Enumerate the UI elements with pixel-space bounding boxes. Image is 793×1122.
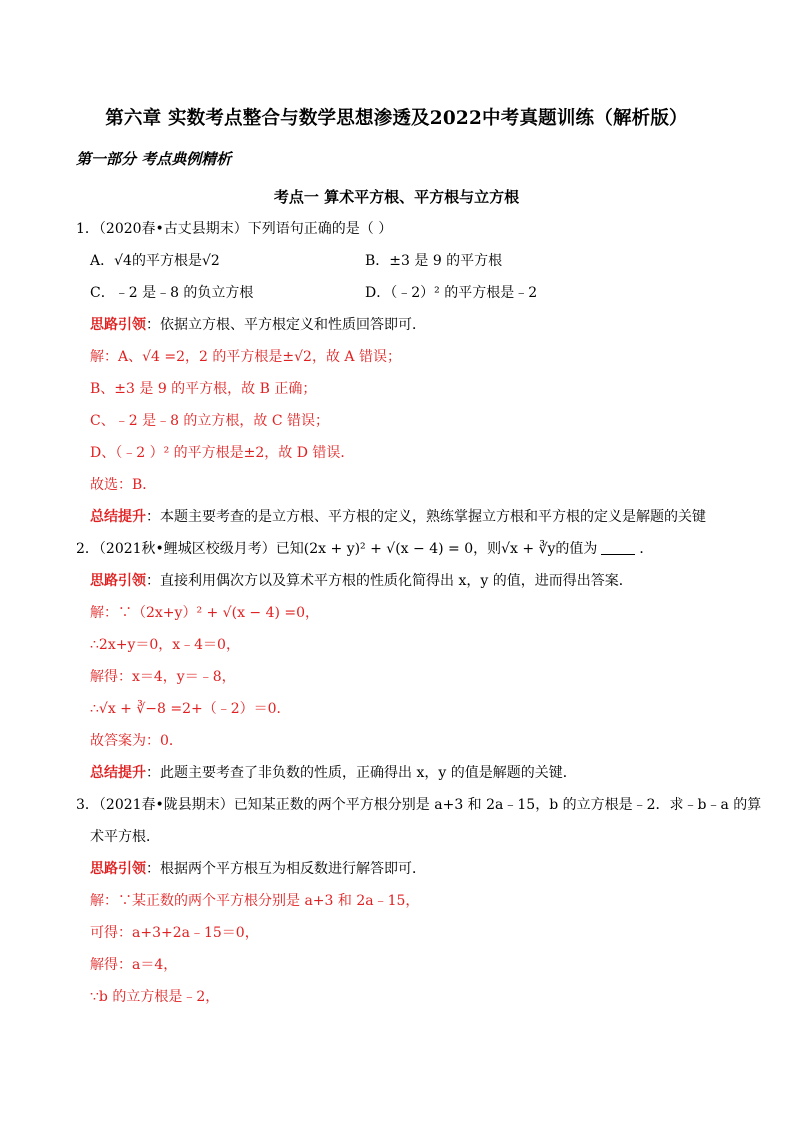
q3-stem-cont: 术平方根． [90,829,160,845]
q1-option-b: B．±3 是 9 的平方根 [365,253,503,269]
q2-solution-line: 解得：x＝4，y＝﹣8， [90,669,236,685]
summary-label: 总结提升 [90,765,146,781]
q2-stem-end: ． [639,541,654,557]
guide-label: 思路引领 [90,573,146,589]
q1-solution-line: B、±3 是 9 的平方根，故 B 正确； [90,381,317,397]
guide-label: 思路引领 [90,317,146,333]
q2-stem [76,540,653,558]
summary-label: 总结提升 [90,509,146,525]
summary-text: ：此题主要考查了非负数的性质，正确得出 x，y 的值是解题的关键． [146,765,577,781]
q2-answer: 故答案为：0． [90,733,183,749]
q3-stem: 3．（2021春•陇县期末）已知某正数的两个平方根分别是 a+3 和 2a﹣15，b 的立方根是﹣2．求﹣b﹣a 的算 [76,797,762,813]
q2-solution-line: 解：∵（2x+y）² + √(x − 4) =0， [90,605,320,621]
part-heading: 第一部分 考点典例精析 [76,150,232,168]
guide-text: ：直接利用偶次方以及算术平方根的性质化简得出 x，y 的值，进而得出答案． [146,573,633,589]
q1-solution-line: 解：A、√4 =2，2 的平方根是±√2，故 A 错误； [90,349,401,365]
q2-stem-text: 2．（2021秋•鲤城区校级月考）已知(2x + y)² + √(x − 4) = 0，则√x + ∛y的值为 [76,541,598,557]
guide-label: 思路引领 [90,861,146,877]
q3-solution-line: 可得：a+3+2a﹣15＝0， [90,925,259,941]
q2-summary [90,764,577,782]
q1-solution-line: C、﹣2 是﹣8 的立方根，故 C 错误； [90,413,330,429]
q1-option-a: A．√4的平方根是√2 [90,253,220,269]
q1-summary [90,508,706,526]
section-heading: 考点一 算术平方根、平方根与立方根 [273,188,520,206]
answer-blank [601,554,635,555]
q1-option-c: C．﹣2 是﹣8 的负立方根 [90,285,254,301]
q2-guide [90,572,633,590]
q1-option-d: D．（﹣2）² 的平方根是﹣2 [365,285,538,301]
q1-guide [90,316,426,334]
summary-text: ：本题主要考查的是立方根、平方根的定义，熟练掌握立方根和平方根的定义是解题的关键 [146,509,706,525]
q2-solution-line: ∴√x + ∛−8 =2+（﹣2）＝0． [90,701,291,717]
q3-solution-line: 解：∵某正数的两个平方根分别是 a+3 和 2a﹣15， [90,893,420,909]
q1-answer: 故选：B． [90,477,157,493]
guide-text: ：根据两个平方根互为相反数进行解答即可． [146,861,426,877]
q1-solution-line: D、（﹣2 ）² 的平方根是±2，故 D 错误． [90,445,355,461]
q3-guide [90,860,426,878]
page-title: 第六章 实数考点整合与数学思想渗透及2022中考真题训练（解析版） [105,108,688,129]
q3-solution-line: ∵b 的立方根是﹣2， [90,989,220,1005]
guide-text: ：依据立方根、平方根定义和性质回答即可． [146,317,426,333]
q2-solution-line: ∴2x+y＝0，x﹣4＝0， [90,637,240,653]
q1-stem: 1．（2020春•古丈县期末）下列语句正确的是（ ） [76,221,393,237]
q3-solution-line: 解得：a＝4， [90,957,178,973]
